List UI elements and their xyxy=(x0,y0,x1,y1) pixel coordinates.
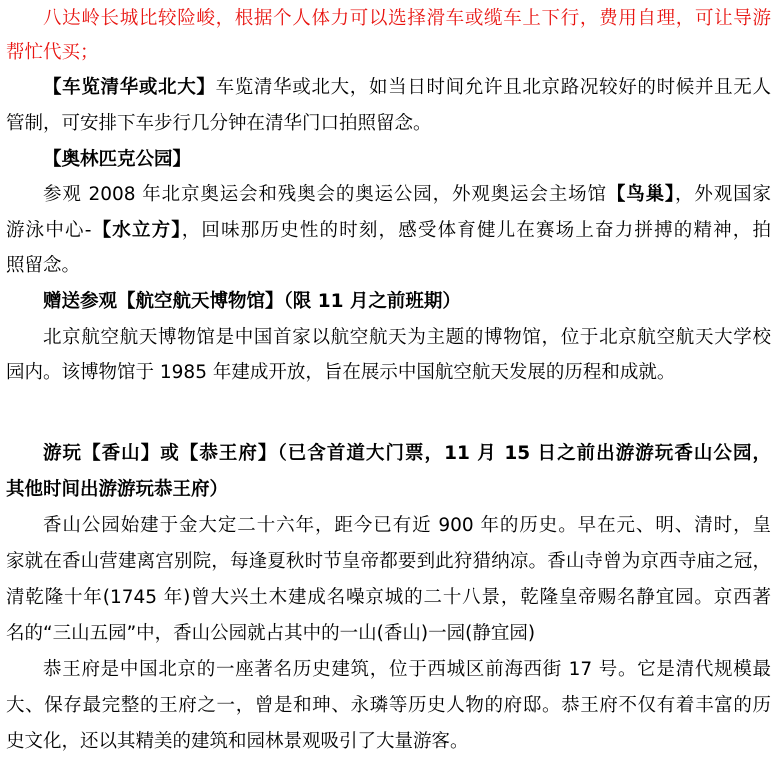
olympic-text-2a: 游泳中心- xyxy=(6,220,92,241)
olympic-line-1 xyxy=(6,178,771,212)
birds-nest: 【鸟巢】 xyxy=(606,184,676,205)
olympic-text-2b: ，回味那历史性的时刻，感受体育健儿在赛场上奋力拼搏的精神，拍 xyxy=(181,220,771,241)
olympic-text-1: 参观 2008 年北京奥运会和残奥会的奥运公园，外观奥运会主场馆 xyxy=(43,184,607,205)
tsinghua-line-2: 管制，可安排下车步行几分钟在清华门口拍照留念。 xyxy=(6,113,432,134)
olympic-text-1-tail: ，外观国家 xyxy=(675,184,771,205)
intro-line-1: 八达岭长城比较险峻，根据个人体力可以选择滑车或缆车上下行，费用自理，可让导游 xyxy=(43,8,771,29)
water-cube: 【水立方】 xyxy=(91,220,182,241)
tsinghua-line-1 xyxy=(6,71,771,105)
tsinghua-title: 【车览清华或北大】 xyxy=(43,77,216,98)
xiangshan-p1-line-4: 名的“三山五园”中，香山公园就占其中的一山(香山)一园(静宜园) xyxy=(6,623,536,644)
gongwangfu-line-3: 史文化，还以其精美的建筑和园林景观吸引了大量游客。 xyxy=(6,731,469,752)
gongwangfu-line-2: 大、保存最完整的王府之一，曾是和珅、永璘等历史人物的府邸。恭王府不仅有着丰富的历 xyxy=(6,695,771,716)
olympic-line-3: 照留念。 xyxy=(6,255,81,276)
xiangshan-p1-line-2: 家就在香山营建离宫别院，每逢夏秋时节皇帝都要到此狩猎纳凉。香山寺曾为京西寺庙之冠， xyxy=(6,551,771,572)
xiangshan-p1-line-3: 清乾隆十年(1745 年)曾大兴土木建成名噪京城的二十八景，乾隆皇帝赐名静宜园。京西著 xyxy=(6,587,771,608)
aerospace-line-2: 园内。该博物馆于 1985 年建成开放，旨在展示中国航空航天发展的历程和成就。 xyxy=(6,362,676,383)
gongwangfu-line-1: 恭王府是中国北京的一座著名历史建筑，位于西城区前海西街 17 号。它是清代规模最 xyxy=(43,659,771,680)
intro-line-2: 帮忙代买； xyxy=(6,42,99,63)
xiangshan-title-line-1: 游玩【香山】或【恭王府】（已含首道大门票，11 月 15 日之前出游游玩香山公园， xyxy=(43,443,771,464)
aerospace-title: 赠送参观【航空航天博物馆】（限 11 月之前班期） xyxy=(43,291,461,312)
tsinghua-text: 车览清华或北大，如当日时间允许且北京路况较好的时候并且无人 xyxy=(215,77,771,98)
aerospace-line-1: 北京航空航天博物馆是中国首家以航空航天为主题的博物馆，位于北京航空航天大学校 xyxy=(43,327,771,348)
xiangshan-title-line-2: 其他时间出游游玩恭王府） xyxy=(6,479,229,500)
xiangshan-p1-line-1: 香山公园始建于金大定二十六年，距今已有近 900 年的历史。早在元、明、清时，皇 xyxy=(43,515,771,536)
olympic-line-2 xyxy=(6,214,771,248)
olympic-title: 【奥林匹克公园】 xyxy=(43,149,192,170)
